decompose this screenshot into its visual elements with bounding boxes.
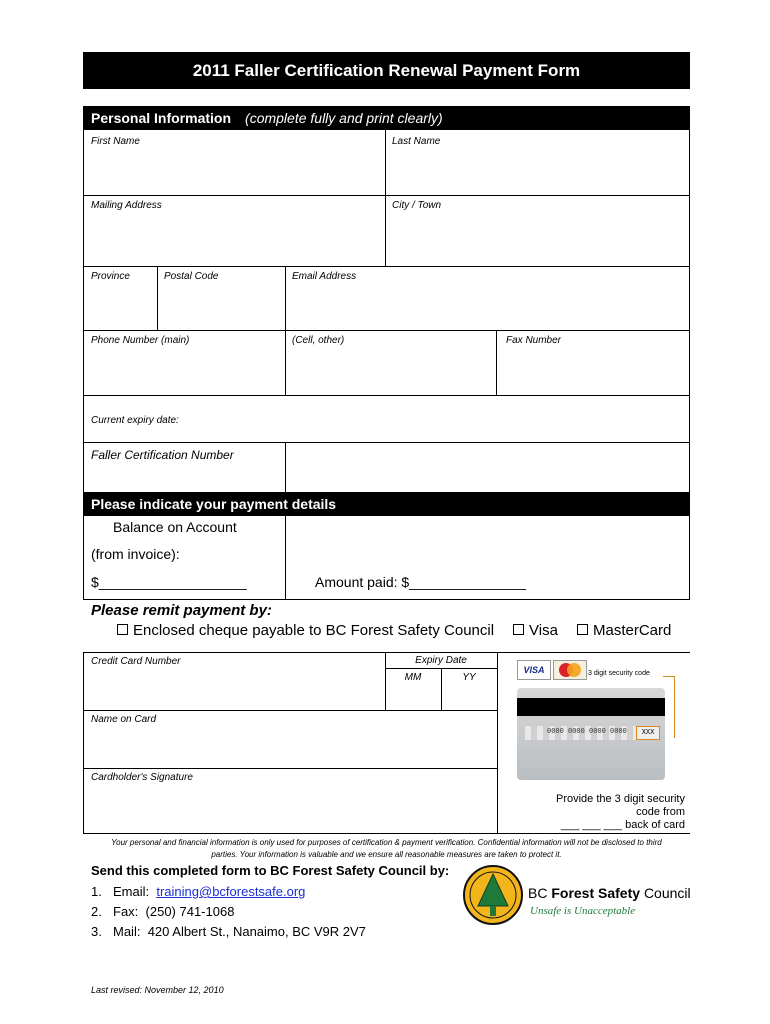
security-note-end: back of card xyxy=(625,819,685,831)
visa-label: Visa xyxy=(529,622,558,639)
mailing-address-field[interactable] xyxy=(84,214,384,265)
balance-field[interactable]: $___________________ xyxy=(91,574,247,590)
postal-code-field[interactable] xyxy=(158,285,284,329)
personal-info-subtitle: (complete fully and print clearly) xyxy=(245,110,443,126)
callout-line xyxy=(674,676,675,738)
tree-icon xyxy=(462,864,524,926)
send-item-mail xyxy=(91,922,366,942)
privacy-line: parties. Your information is valuable and we ensure all reasonable measures are taken to protect it. xyxy=(211,850,562,859)
page-title: 2011 Faller Certification Renewal Payment Form xyxy=(83,52,690,89)
security-code-blanks[interactable]: ___ ___ ___ xyxy=(560,819,623,831)
revision-date: Last revised: November 12, 2010 xyxy=(91,985,224,995)
first-name-label: First Name xyxy=(91,136,140,147)
security-note-line: code from xyxy=(636,806,685,818)
expiry-mm-field[interactable] xyxy=(386,685,440,709)
postal-code-label: Postal Code xyxy=(164,271,219,282)
cert-number-field[interactable] xyxy=(286,443,689,493)
divider xyxy=(83,833,690,834)
security-note-line: Provide the 3 digit security xyxy=(555,793,685,805)
privacy-line: Your personal and financial information is only used for purposes of certification & payment verification. Confidential information will not be disclosed to third xyxy=(111,838,662,847)
card-number-label: Credit Card Number xyxy=(91,656,181,667)
org-name xyxy=(528,885,691,901)
cert-number-label: Faller Certification Number xyxy=(91,448,234,462)
card-back-image xyxy=(517,688,665,780)
cvv-box: XXX xyxy=(636,726,660,740)
list-number: 3. xyxy=(91,924,102,939)
divider xyxy=(83,266,690,267)
fax-label: Fax Number xyxy=(506,335,562,346)
send-item-fax xyxy=(91,902,366,922)
divider xyxy=(497,652,498,834)
divider xyxy=(83,195,690,196)
cheque-checkbox[interactable] xyxy=(117,624,128,635)
expiry-label: Current expiry date: xyxy=(91,415,179,426)
fax-value: (250) 741-1068 xyxy=(145,904,235,919)
list-number: 2. xyxy=(91,904,102,919)
phone-main-label: Phone Number (main) xyxy=(91,335,190,346)
phone-main-field[interactable] xyxy=(84,350,284,394)
send-item-label: Email: xyxy=(113,884,150,899)
divider xyxy=(83,710,497,711)
magnetic-stripe xyxy=(517,698,665,716)
amount-paid-field[interactable]: _______________ xyxy=(409,574,526,590)
bcfsc-tree-logo-icon xyxy=(462,864,524,926)
cheque-label: Enclosed cheque payable to BC Forest Safety Council xyxy=(133,622,495,639)
expiry-date-label: Expiry Date xyxy=(415,655,467,666)
city-label: City / Town xyxy=(392,200,442,211)
send-heading: Send this completed form to BC Forest Safety Council by: xyxy=(91,863,450,878)
city-field[interactable] xyxy=(386,214,689,265)
card-digits: 0000 0000 0000 0000 xyxy=(547,728,627,736)
org-bold: Forest Safety xyxy=(551,885,641,901)
name-on-card-field[interactable] xyxy=(84,728,496,767)
mastercard-circles-icon xyxy=(554,661,586,679)
first-name-field[interactable] xyxy=(84,150,384,194)
province-field[interactable] xyxy=(84,285,156,329)
name-on-card-label: Name on Card xyxy=(91,714,157,725)
org-suffix: Council xyxy=(643,885,691,901)
send-item-label: Fax: xyxy=(113,904,139,919)
visa-option[interactable] xyxy=(513,622,558,639)
balance-label-sub: (from invoice): xyxy=(91,546,180,562)
list-number: 1. xyxy=(91,884,102,899)
divider xyxy=(83,330,690,331)
email-field[interactable] xyxy=(286,285,689,329)
send-item-label: Mail: xyxy=(113,924,141,939)
expiry-field[interactable] xyxy=(200,410,689,441)
payment-header xyxy=(83,492,690,516)
divider xyxy=(83,395,690,396)
mastercard-option[interactable] xyxy=(577,622,671,639)
payment-title: Please indicate your payment details xyxy=(91,496,337,512)
org-tagline: Unsafe is Unacceptable xyxy=(530,905,636,917)
expiry-yy-label: YY xyxy=(462,672,476,683)
divider xyxy=(285,516,286,600)
personal-info-title: Personal Information xyxy=(91,110,232,126)
mastercard-label: MasterCard xyxy=(593,622,672,639)
email-label: Email Address xyxy=(292,271,357,282)
mailing-address-label: Mailing Address xyxy=(91,200,162,211)
org-prefix: BC xyxy=(528,885,548,901)
signature-label: Cardholder's Signature xyxy=(91,772,193,783)
visa-logo-icon: VISA xyxy=(517,660,551,680)
province-label: Province xyxy=(91,271,130,282)
security-note xyxy=(500,793,685,832)
divider xyxy=(83,768,497,769)
amount-paid-label: Amount paid: $ xyxy=(315,574,410,590)
mail-value: 420 Albert St., Nanaimo, BC V9R 2V7 xyxy=(147,924,366,939)
visa-checkbox[interactable] xyxy=(513,624,524,635)
security-code-callout: 3 digit security code xyxy=(588,670,650,677)
balance-label: Balance on Account xyxy=(113,519,237,535)
personal-info-header xyxy=(83,106,690,130)
expiry-mm-label: MM xyxy=(404,672,422,683)
cheque-option[interactable] xyxy=(117,622,494,639)
mastercard-logo-icon xyxy=(553,660,587,680)
last-name-label: Last Name xyxy=(392,136,441,147)
send-list xyxy=(91,882,366,942)
fax-field[interactable] xyxy=(497,350,689,394)
remit-label: Please remit payment by: xyxy=(91,602,272,619)
divider xyxy=(83,652,690,653)
security-note-line xyxy=(500,819,685,832)
last-name-field[interactable] xyxy=(386,150,689,194)
signature-field[interactable] xyxy=(84,786,496,832)
card-number-field[interactable] xyxy=(84,670,384,709)
send-item-email xyxy=(91,882,366,902)
amount-paid-row xyxy=(315,574,526,590)
mastercard-checkbox[interactable] xyxy=(577,624,588,635)
phone-cell-label: (Cell, other) xyxy=(292,335,345,346)
phone-cell-field[interactable] xyxy=(286,350,495,394)
expiry-yy-field[interactable] xyxy=(442,685,496,709)
email-link[interactable]: training@bcforestsafe.org xyxy=(156,884,306,899)
privacy-note xyxy=(83,837,690,861)
